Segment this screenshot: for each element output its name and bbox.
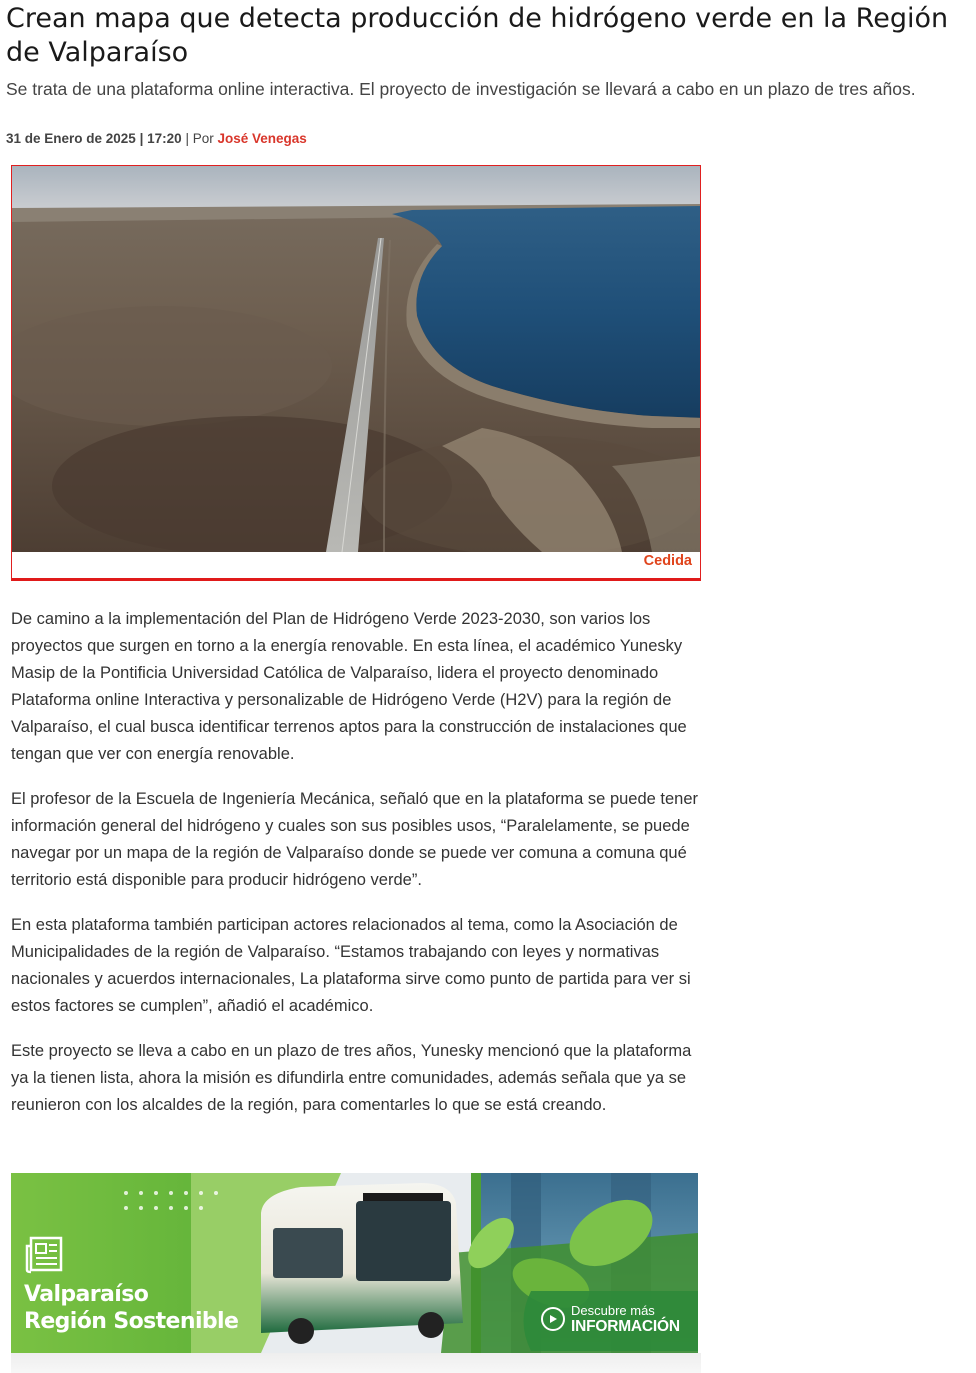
article-photo-frame (11, 165, 701, 581)
cta-label-small: Descubre más (571, 1303, 655, 1318)
article-paragraph: De camino a la implementación del Plan de Hidrógeno Verde 2023-2030, son varios los proyectos que surgen en torno a la energía renovable. En esta línea, el académico Yunesky Masip de la Pontificia Universidad Católica de Valparaíso, lidera el proyecto denominado Plataforma online Interactiva y personalizable de Hidrógeno Verde (H2V) para la región de Valparaíso, el cual busca identificar terrenos aptos para la construcción de instalaciones que tengan que ver con energía renovable. (11, 610, 687, 763)
byline-separator: | (139, 131, 144, 146)
publish-date: 31 de Enero de 2025 (6, 131, 136, 146)
banner-title-line: Valparaíso (24, 1282, 149, 1307)
cta-label-big: INFORMACIÓN (571, 1318, 680, 1335)
article-byline (6, 131, 307, 146)
photo-credit: Cedida (643, 553, 692, 569)
by-label: Por (192, 131, 214, 146)
author-link[interactable]: José Venegas (217, 131, 307, 146)
byline-separator: | (185, 131, 189, 146)
promo-banner[interactable] (11, 1173, 698, 1353)
publish-time: 17:20 (147, 131, 182, 146)
article-paragraph: El profesor de la Escuela de Ingeniería Mecánica, señaló que en la plataforma se puede tener información general del hidrógeno y cuales son sus posibles usos, “Paralelamente, se puede navegar por un mapa de la región de Valparaíso donde se puede ver comuna a comuna qué territorio está disponible para producir hidrógeno verde”. (11, 790, 699, 889)
article-paragraph: Este proyecto se lleva a cabo en un plazo de tres años, Yunesky mencionó que la plataforma ya la tienen lista, ahora la misión es difundirla entre comunidades, además señala que ya se reunieron con los alcaldes de la región, para comentarles lo que se está creando. (11, 1042, 692, 1114)
newspaper-icon (25, 1236, 65, 1274)
aerial-coast-road-photo[interactable] (12, 166, 701, 552)
banner-title-line: Región Sostenible (24, 1309, 239, 1334)
banner-title (24, 1281, 238, 1335)
banner-shadow (11, 1353, 701, 1373)
article-paragraph: En esta plataforma también participan actores relacionados al tema, como la Asociación de Municipalidades de la región de Valparaíso. “Estamos trabajando con leyes y normativas nacionales y acuerdos internacionales, La plataforma sirve como punto de partida para ver si estos factores se cumplen”, añadió el académico. (11, 916, 691, 1015)
play-icon (541, 1307, 565, 1331)
discover-more-button[interactable] (541, 1303, 680, 1335)
article-headline: Crean mapa que detecta producción de hidrógeno verde en la Región de Valparaíso (6, 3, 949, 68)
article-subtitle: Se trata de una plataforma online interactiva. El proyecto de investigación se llevará a cabo en un plazo de tres años. (6, 79, 916, 99)
article-body (11, 606, 705, 1137)
